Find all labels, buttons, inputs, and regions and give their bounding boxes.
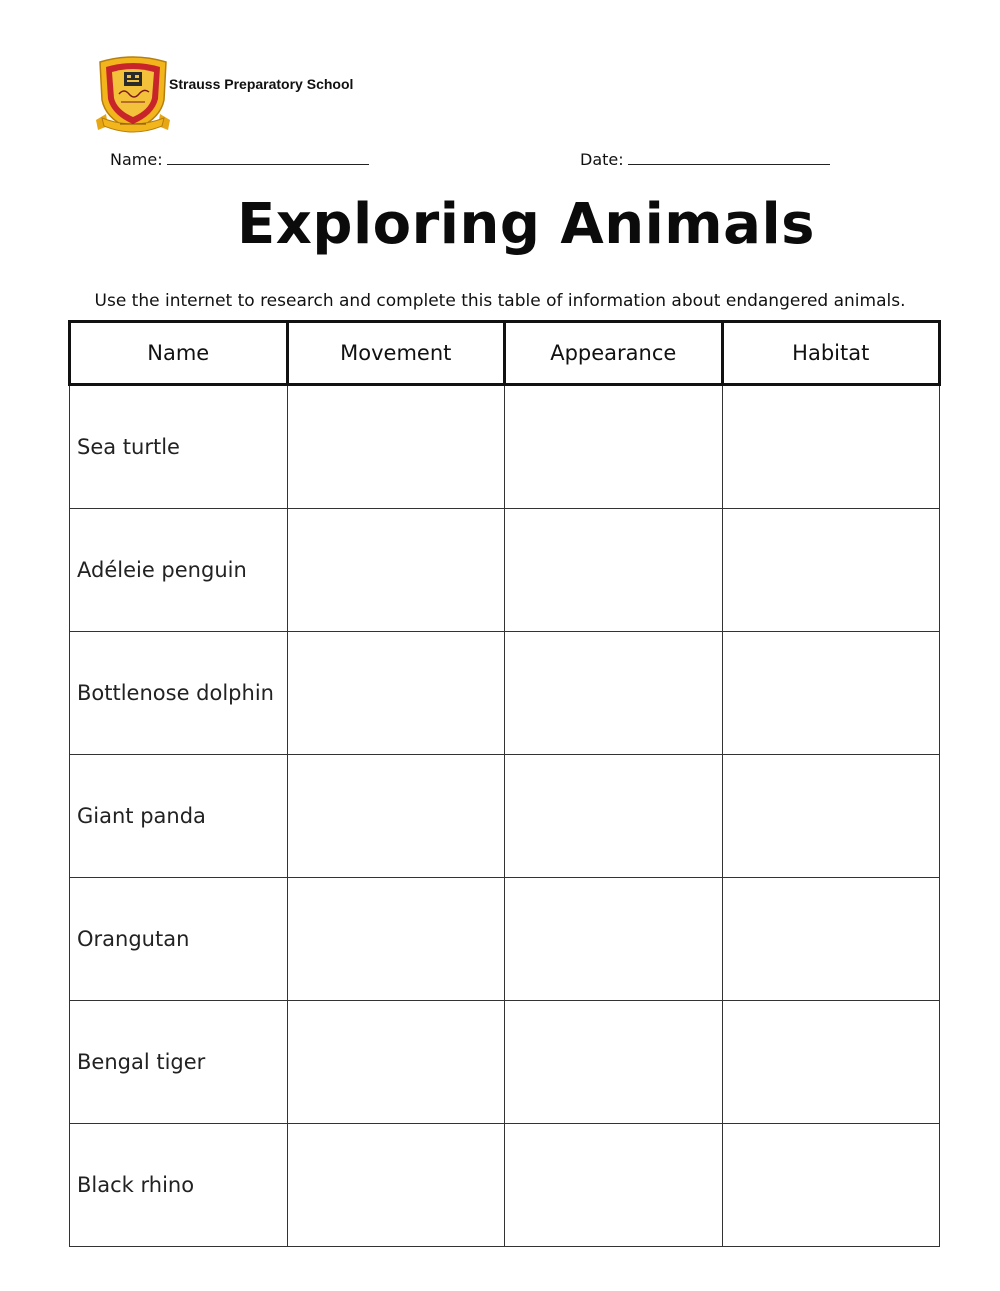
habitat-cell[interactable] [722,385,940,509]
instructions-text: Use the internet to research and complete this table of information about endangered animals. [94,291,906,311]
appearance-cell[interactable] [505,878,723,1001]
appearance-cell[interactable] [505,385,723,509]
table-row [70,1124,940,1247]
habitat-cell[interactable] [722,878,940,1001]
date-blank-line[interactable] [628,150,830,165]
appearance-cell[interactable] [505,509,723,632]
name-field[interactable] [110,150,369,169]
movement-cell[interactable] [287,878,505,1001]
animal-name-cell: Orangutan [70,878,288,1001]
table-row [70,509,940,632]
school-name: Strauss Preparatory School [169,76,354,92]
column-header-name: Name [70,322,288,385]
column-header-appearance: Appearance [505,322,723,385]
movement-cell[interactable] [287,632,505,755]
animal-name-cell: Sea turtle [70,385,288,509]
animal-name-cell: Bengal tiger [70,1001,288,1124]
movement-cell[interactable] [287,1124,505,1247]
appearance-cell[interactable] [505,1124,723,1247]
movement-cell[interactable] [287,1001,505,1124]
habitat-cell[interactable] [722,632,940,755]
habitat-cell[interactable] [722,1001,940,1124]
animal-name-cell: Adéleie penguin [70,509,288,632]
name-blank-line[interactable] [167,150,369,165]
date-label: Date: [580,150,624,169]
appearance-cell[interactable] [505,632,723,755]
animal-info-table [68,320,941,1247]
habitat-cell[interactable] [722,1124,940,1247]
habitat-cell[interactable] [722,755,940,878]
column-header-habitat: Habitat [722,322,940,385]
school-crest-logo [94,54,172,136]
column-header-movement: Movement [287,322,505,385]
movement-cell[interactable] [287,509,505,632]
table-row [70,755,940,878]
table-header-row [70,322,940,385]
movement-cell[interactable] [287,755,505,878]
table-row [70,632,940,755]
table-row [70,878,940,1001]
date-field[interactable] [580,150,830,169]
table-row [70,1001,940,1124]
page-title: Exploring Animals [237,192,815,257]
table-row [70,385,940,509]
animal-name-cell: Black rhino [70,1124,288,1247]
animal-name-cell: Giant panda [70,755,288,878]
animal-name-cell: Bottlenose dolphin [70,632,288,755]
movement-cell[interactable] [287,385,505,509]
appearance-cell[interactable] [505,755,723,878]
appearance-cell[interactable] [505,1001,723,1124]
habitat-cell[interactable] [722,509,940,632]
name-label: Name: [110,150,163,169]
